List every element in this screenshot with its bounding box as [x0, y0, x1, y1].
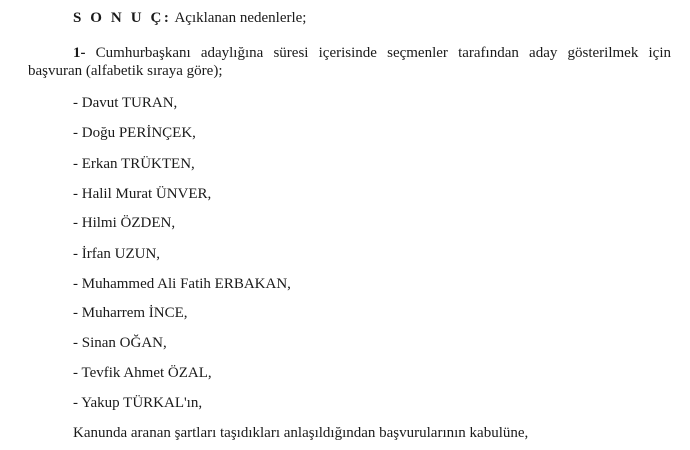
candidate-item: - Hilmi ÖZDEN,: [73, 215, 176, 231]
candidate-item: - Halil Murat ÜNVER,: [73, 186, 212, 202]
closing-sentence: Kanunda aranan şartları taşıdıkları anlaşıldığından başvurularının kabulüne,: [73, 425, 529, 441]
item-1-text-line1: Cumhurbaşkanı adaylığına süresi içerisinde seçmenler tarafından aday gösterilmek için: [95, 45, 671, 61]
item-1-text-line2: başvuran (alfabetik sıraya göre);: [28, 63, 223, 79]
candidate-item: - Sinan OĞAN,: [73, 335, 167, 351]
result-heading: [73, 9, 306, 27]
candidate-item: - Muharrem İNCE,: [73, 305, 188, 321]
candidate-item: - Tevfik Ahmet ÖZAL,: [73, 365, 212, 381]
candidate-item: - Yakup TÜRKAL'ın,: [73, 395, 203, 411]
candidate-item: - Erkan TRÜKTEN,: [73, 156, 195, 172]
candidate-item: - Muhammed Ali Fatih ERBAKAN,: [73, 276, 291, 292]
candidate-item: - Doğu PERİNÇEK,: [73, 125, 196, 141]
item-1-paragraph: [73, 44, 671, 62]
result-heading-text: Açıklanan nedenlerle;: [174, 10, 307, 26]
candidate-item: - Davut TURAN,: [73, 95, 178, 111]
result-heading-label: S O N U Ç:: [73, 10, 172, 26]
item-1-number: 1-: [73, 45, 86, 61]
candidate-item: - İrfan UZUN,: [73, 246, 161, 262]
